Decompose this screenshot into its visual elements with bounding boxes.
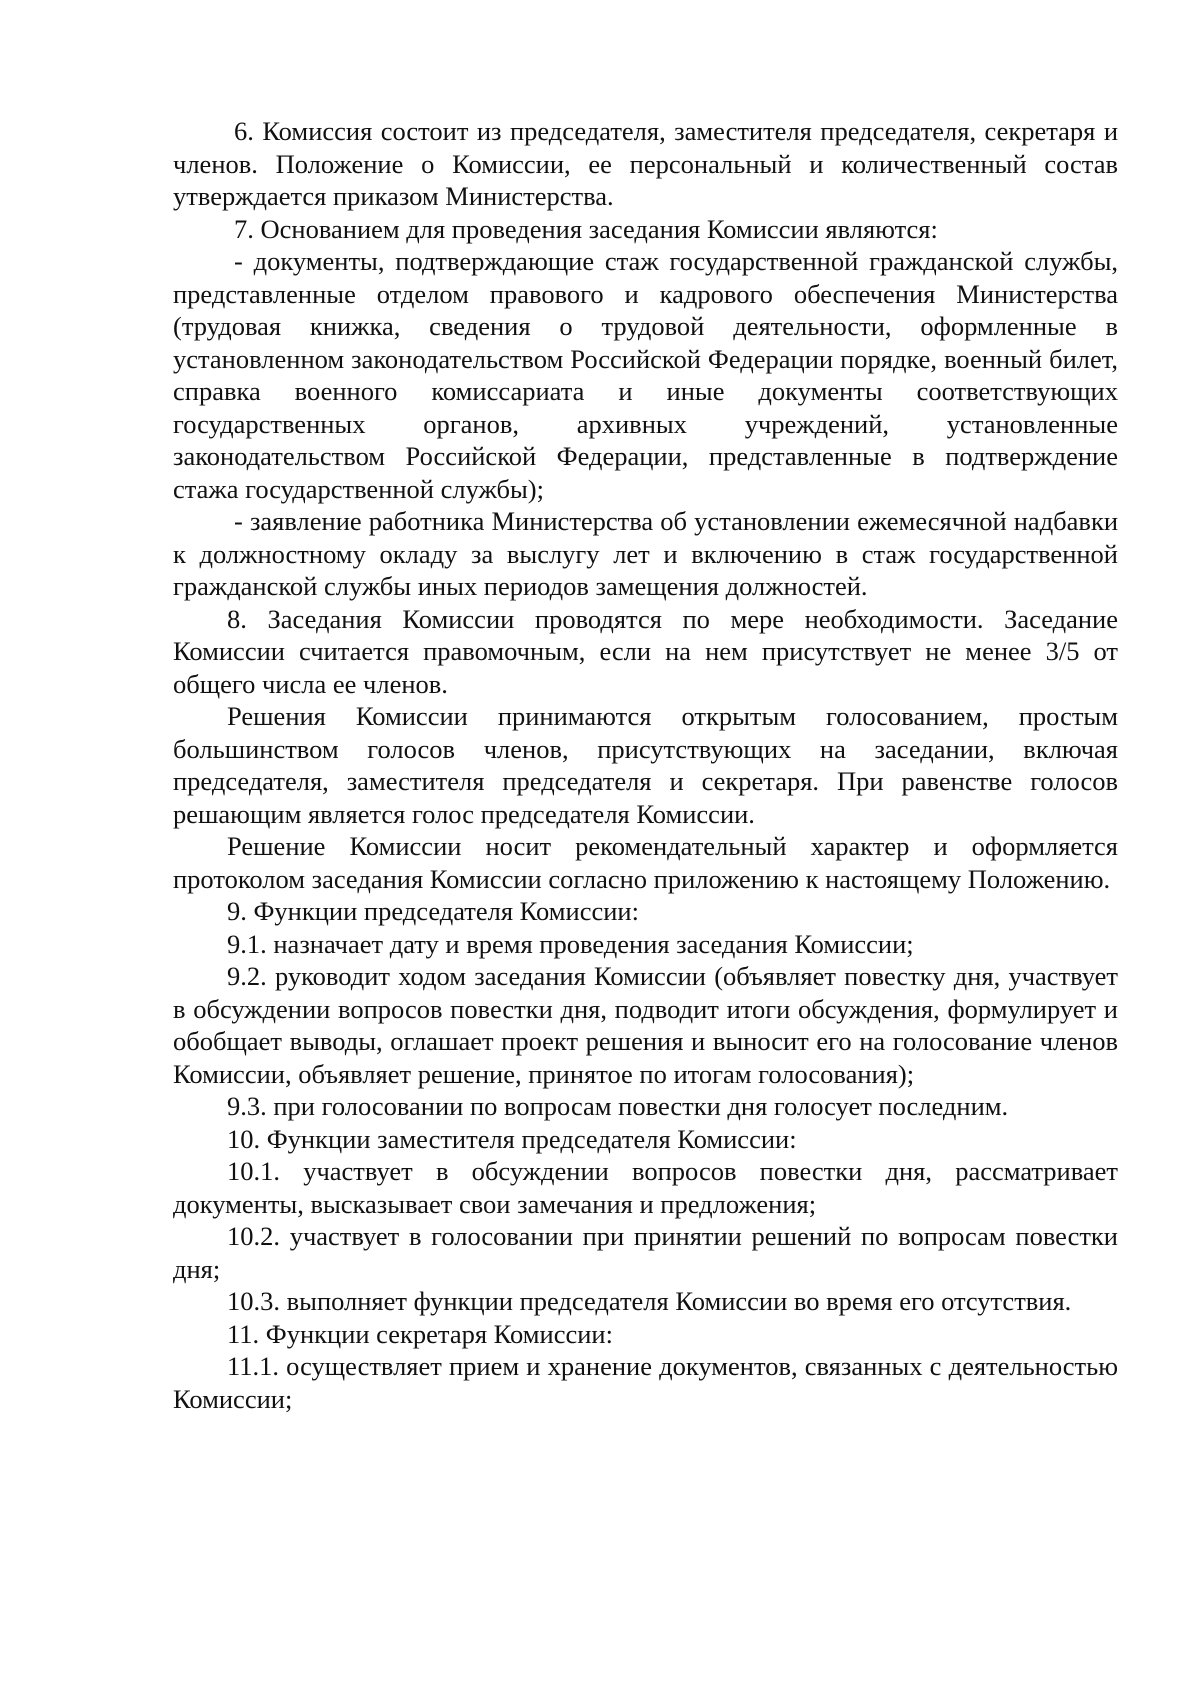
paragraph-9-2: 9.2. руководит ходом заседания Комиссии (объявляет повестку дня, участвует в обсуждении вопросов повестки дня, подводит итоги обсуждения, формулирует и обобщает выводы, оглашает проект решения и выносит его на голосование членов Комиссии, объявляет решение, принятое по итогам голосования); [173,961,1118,1089]
paragraph-10-deputy-functions: 10. Функции заместителя председателя Комиссии: [227,1123,797,1154]
paragraph-8-meetings: 8. Заседания Комиссии проводятся по мере необходимости. Заседание Комиссии считается правомочным, если на нем присутствует не менее 3/5 от общего числа ее членов. [173,603,1118,699]
paragraph-9-3: 9.3. при голосовании по вопросам повестки дня голосует последним. [227,1091,1009,1121]
document-page [173,115,1118,1415]
paragraph-9-1: 9.1. назначает дату и время проведения заседания Комиссии; [227,928,914,959]
paragraph-10-1: 10.1. участвует в обсуждении вопросов повестки дня, рассматривает документы, высказывает свои замечания и предложения; [173,1156,1118,1219]
paragraph-7-application-item: - заявление работника Министерства об установлении ежемесячной надбавки к должностному окладу за выслугу лет и включению в стаж государственной гражданской службы иных периодов замещения должностей. [173,506,1118,601]
paragraph-10-2: 10.2. участвует в голосовании при принятии решений по вопросам повестки дня; [173,1221,1118,1284]
paragraph-10-3: 10.3. выполняет функции председателя Комиссии во время его отсутствия. [227,1286,1072,1316]
paragraph-9-chairman-functions: 9. Функции председателя Комиссии: [227,896,639,926]
paragraph-8-decision-nature: Решение Комиссии носит рекомендательный характер и оформляется протоколом заседания Комиссии согласно приложению к настоящему Положению. [173,831,1118,894]
paragraph-6-composition: 6. Комиссия состоит из председателя, заместителя председателя, секретаря и членов. Положение о Комиссии, ее персональный и количественный состав утверждается приказом Министерства. [173,116,1118,211]
paragraph-11-secretary-functions: 11. Функции секретаря Комиссии: [227,1318,613,1349]
paragraph-11-1: 11.1. осуществляет прием и хранение документов, связанных с деятельностью Комиссии; [173,1351,1118,1414]
paragraph-8-decisions: Решения Комиссии принимаются открытым голосованием, простым большинством голосов членов, присутствующих на заседании, включая председателя, заместителя председателя и секретаря. При равенстве голосов решающим является голос председателя Комиссии. [173,701,1118,829]
paragraph-7-documents-item: - документы, подтверждающие стаж государственной гражданской службы, представленные отделом правового и кадрового обеспечения Министерства (трудовая книжка, сведения о трудовой деятельности, оформленные в установленном законодательством Российской Федерации порядке, военный билет, справка военного комиссариата и иные документы соответствующих государственных органов, архивных учреждений, установленные законодательством Российской Федерации, представленные в подтверждение стажа государственной службы); [173,246,1118,504]
paragraph-7-grounds: 7. Основанием для проведения заседания Комиссии являются: [234,213,938,244]
